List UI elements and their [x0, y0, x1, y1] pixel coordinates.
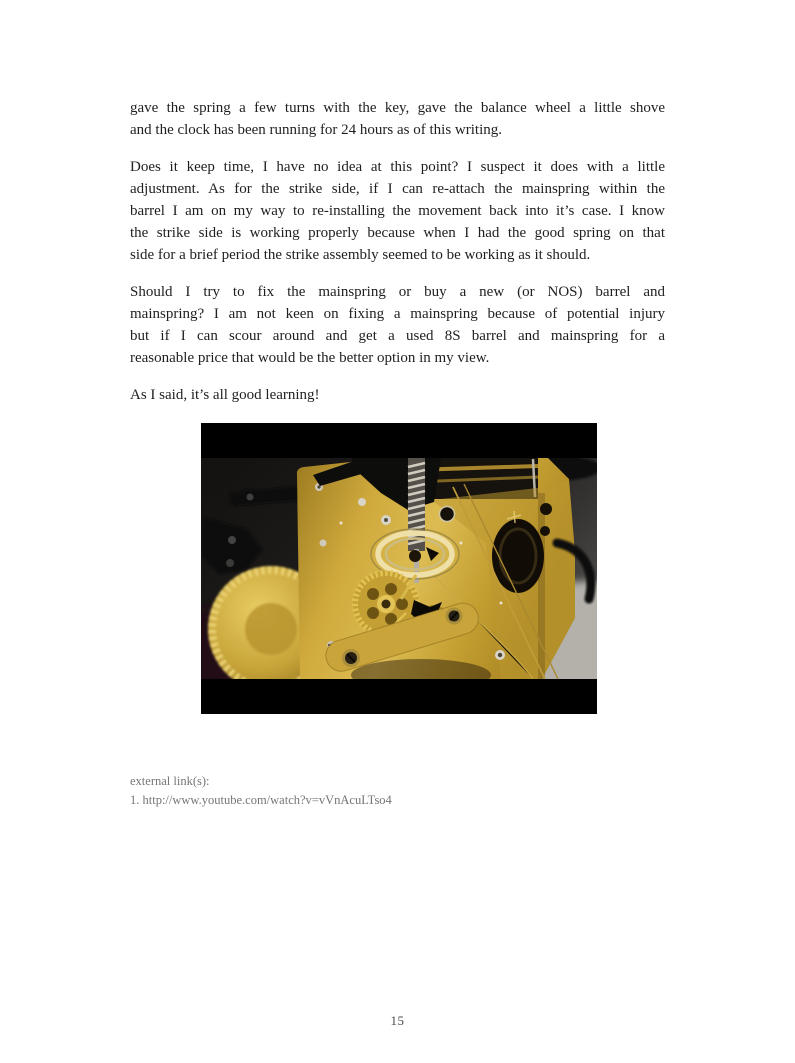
video-thumbnail[interactable]	[201, 423, 597, 714]
text-line: reasonable price that would be the better option in my view.	[130, 350, 490, 366]
text-line: side for a brief period the strike assembly seemed to be working as it should.	[130, 247, 591, 263]
text-line: Does it keep time, I have no idea at this point? I suspect it does with a little	[130, 159, 665, 175]
external-link-index: 1.	[130, 793, 140, 807]
external-links-section	[130, 772, 665, 810]
body-paragraph	[130, 97, 665, 141]
body-column	[130, 97, 665, 810]
body-paragraph	[130, 156, 665, 266]
external-links-heading: external link(s):	[130, 774, 210, 788]
letterbox-bottom	[201, 679, 597, 714]
text-line: mainspring? I am not keen on fixing a mainspring because of potential injury	[130, 306, 665, 322]
text-line: As I said, it’s all good learning!	[130, 387, 320, 403]
text-line: the strike side is working properly because when I had the good spring on that	[130, 225, 665, 241]
text-line: gave the spring a few turns with the key, gave the balance wheel a little shove	[130, 100, 665, 116]
letterbox-top	[201, 423, 597, 458]
clock-movement-photo	[201, 423, 597, 714]
external-link-url[interactable]: http://www.youtube.com/watch?v=vVnAcuLTso4	[142, 793, 392, 807]
text-line: and the clock has been running for 24 hours as of this writing.	[130, 122, 503, 138]
page-number: 15	[390, 1013, 405, 1028]
body-paragraph	[130, 384, 665, 406]
text-line: adjustment. As for the strike side, if I can re-attach the mainspring within the	[130, 181, 665, 197]
external-link-item	[130, 791, 665, 810]
text-line: barrel I am on my way to re-installing the movement back into it’s case. I know	[130, 203, 665, 219]
text-line: but if I can scour around and get a used 8S barrel and mainspring for a	[130, 328, 665, 344]
body-paragraph	[130, 281, 665, 369]
text-line: Should I try to fix the mainspring or buy a new (or NOS) barrel and	[130, 284, 665, 300]
